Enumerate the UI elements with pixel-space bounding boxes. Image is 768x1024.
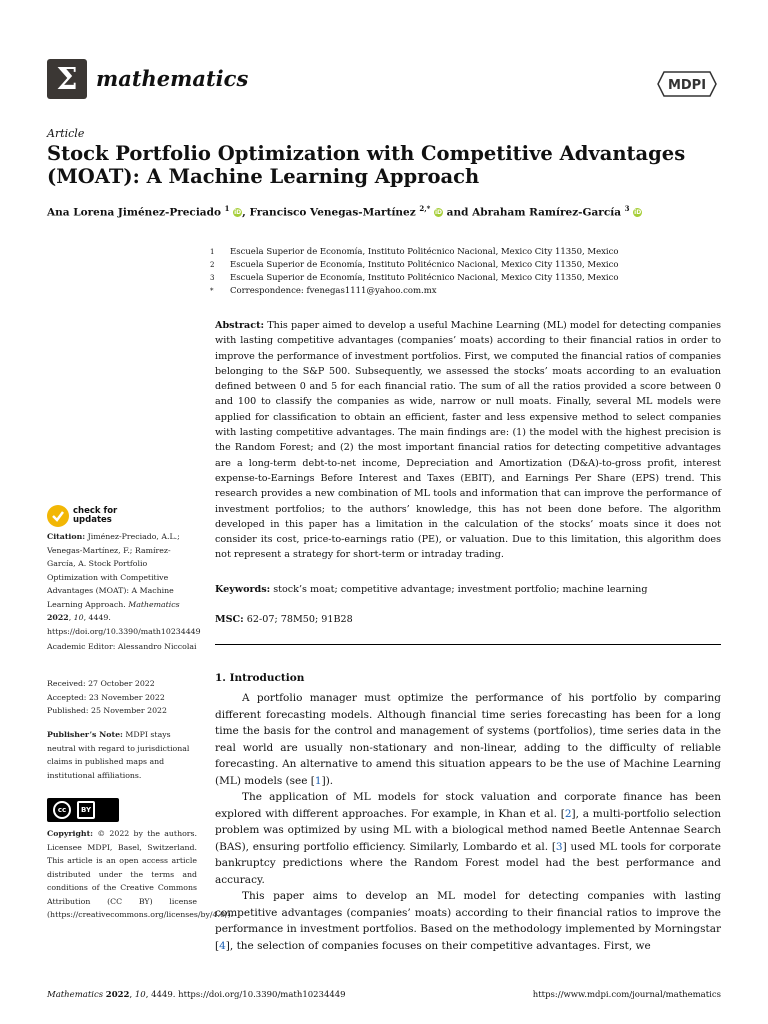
msc-text: 62-07; 78M50; 91B28	[246, 614, 353, 625]
orcid-icon[interactable]: iD	[234, 209, 242, 216]
author-2[interactable]: Francisco Venegas-Martínez	[249, 206, 416, 219]
affiliation-text: Escuela Superior de Economía, Instituto Politécnico Nacional, Mexico City 11350, Mexico	[230, 247, 619, 257]
text-run: A portfolio manager must optimize the performance of his portfolio by comparing different forecasting models. Although financial time series forecasting has been for a long time the basis for the control and management of systems (portfolios), time series data in the real world are usually non-stationary and non-linear, adding to the difficulty of reliable forecasting. An alternative to amend this situation appears to be the use of Machine Learning (ML) models (see [	[215, 692, 721, 787]
footer-citation: Mathematics 2022, 10, 4449. https://doi.org/10.3390/math10234449	[47, 990, 346, 1000]
footer-journal: Mathematics	[47, 990, 104, 1000]
keywords	[215, 584, 721, 595]
citation-text: Jiménez-Preciado, A.L.; Venegas-Martínez, F.; Ramírez-García, A. Stock Portfolio Optimization with Competitive Advantages (MOAT): A Machine Learning Approach.	[47, 532, 180, 609]
msc-label: MSC:	[215, 614, 244, 625]
sigma-logo: Σ	[56, 61, 78, 97]
affiliation-num: 3	[210, 274, 215, 282]
check-for-updates-badge[interactable]	[47, 504, 157, 528]
citation-doi[interactable]: , 4449. https://doi.org/10.3390/math10234449	[47, 613, 201, 636]
footer-year: 2022	[105, 990, 130, 1000]
intro-body	[215, 690, 721, 954]
publisher-note	[47, 728, 197, 782]
author-3-sup: 3	[624, 204, 630, 213]
text-run: ], a multi-portfolio selection problem was optimized by using ML with a biological method named Beetle Antennae Search (BAS), ensuring portfolio efficiency. Similarly, Lombardo et al. [	[215, 807, 721, 853]
text-run: ], the selection of companies focuses on their competitive advantages. First, we	[225, 939, 651, 952]
accepted-date: Accepted: 23 November 2022	[47, 692, 165, 702]
citation-link[interactable]: 1	[314, 774, 322, 787]
keywords-text: stock’s moat; competitive advantage; investment portfolio; machine learning	[273, 584, 648, 595]
affiliation	[210, 272, 730, 285]
text-run: ] used ML tools for corporate bankruptcy predictions where the Random Forest model had the best performance and accuracy.	[215, 840, 721, 886]
author-3[interactable]: and Abraham Ramírez-García	[446, 206, 622, 219]
affiliation-text: Escuela Superior de Economía, Instituto Politécnico Nacional, Mexico City 11350, Mexico	[230, 260, 619, 270]
academic-editor: Academic Editor: Alessandro Niccolai	[47, 642, 197, 651]
affiliations	[210, 246, 730, 298]
section-heading: 1. Introduction	[215, 672, 305, 684]
page-title: Stock Portfolio Optimization with Competitive Advantages (MOAT): A Machine Learning Approach	[47, 142, 686, 188]
abstract	[215, 318, 721, 563]
copyright	[47, 827, 234, 922]
citation-link[interactable]: 3	[555, 840, 563, 853]
abstract-text: This paper aimed to develop a useful Machine Learning (ML) model for detecting companies with lasting competitive advantages (companies’ moats) according to their financial ratios in order to improve the performance of investment portfolios. First, we computed the financial ratios of companies belonging to the S&P 500. Subsequently, we assessed the stocks’ moats according to an evaluation defined between 0 and 5 for each financial ratio. The sum of all the ratios provided a score between 0 and 100 to classify the companies as wide, narrow or null moats. Finally, several ML models were applied for classification to obtain an efficient, faster and less expensive method to select companies with lasting competitive advantages. The main findings are: (1) the model with the highest precision is the Random Forest; and (2) the most important financial ratios for detecting competitive advantages are a long-term debt-to-net income, Depreciation and Amortization (D&A)-to-gross profit, interest expense-to-Earnings Before Interest and Taxes (EBIT), and Earnings Per Share (EPS) trend. This research provides a new combination of ML tools and information that can improve the performance of investment portfolios; to the authors’ knowledge, this has not been done before. The algorithm developed in this paper has a limitation in the calculation of the stocks’ moats since it does not consider its cost, price-to-earnings ratio (PE), or valuation. Due to this limitation, this algorithm does not represent a strategy for short-term or intraday trading.	[215, 320, 721, 561]
check-updates-line1: check for	[73, 506, 118, 516]
keywords-label: Keywords:	[215, 584, 271, 595]
affiliation-num: *	[210, 287, 214, 295]
dates-block	[47, 677, 197, 718]
author-1[interactable]: Ana Lorena Jiménez-Preciado	[47, 206, 221, 219]
correspondence-text[interactable]: Correspondence: fvenegas1111@yahoo.com.mx	[230, 286, 437, 296]
publisher-note-text: MDPI stays neutral with regard to jurisdictional claims in published maps and institutional affiliations.	[47, 730, 190, 780]
affiliation	[210, 259, 730, 272]
abstract-label: Abstract:	[215, 320, 265, 331]
check-updates-icon	[47, 505, 69, 527]
orcid-icon[interactable]: iD	[434, 209, 443, 216]
orcid-icon[interactable]: iD	[634, 209, 642, 216]
check-updates-label	[73, 507, 117, 525]
paragraph	[215, 690, 721, 789]
text-run: The application of ML models for stock valuation and corporate finance has been explored with different approaches. For example, in Khan et al. [	[215, 791, 721, 820]
copyright-label: Copyright:	[47, 829, 94, 838]
text-run: ]).	[321, 774, 334, 787]
citation-label: Citation:	[47, 532, 86, 541]
citation-volume: 10	[73, 613, 84, 622]
author-list: Ana Lorena Jiménez-Preciado $^1$ iD, Francisco Venegas-Martínez $^{2,*}$ iD and Abraham Ramírez-García $^3$ iD	[47, 204, 642, 219]
received-date: Received: 27 October 2022	[47, 679, 155, 688]
text-run: This paper aims to develop an ML model for detecting companies with lasting competitive advantages (companies’ moats) according to their financial ratios to improve the performance in investment portfolios. Based on the methodology implemented by Morningstar [	[215, 890, 721, 952]
journal-logo	[47, 59, 87, 99]
citation-link[interactable]: 4	[219, 939, 226, 952]
cc-icon: cc	[53, 801, 71, 819]
citation-block: Citation: Jiménez-Preciado, A.L.; Venegas-Martínez, F.; Ramírez-García, A. Stock Portfolio Optimization with Competitive Advantages (MOAT): A Machine Learning Approach. Mathematics 2022, 10, 4449. https://doi.org/10.3390/math10234449	[47, 532, 201, 636]
author-2-sup: 2,*	[419, 204, 431, 213]
author-1-sup: 1	[224, 204, 230, 213]
check-updates-line2: updates	[73, 515, 112, 525]
paragraph	[215, 888, 721, 954]
footer-volume: 10	[134, 990, 146, 1000]
published-date: Published: 25 November 2022	[47, 706, 167, 715]
article-type: Article	[47, 127, 85, 140]
citation-year: 2022	[47, 613, 69, 622]
copyright-text: © 2022 by the authors. Licensee MDPI, Basel, Switzerland. This article is an open access article distributed under the terms and conditions of the Creative Commons Attribution (CC BY) license (https://creativecommons.org/licenses/by/4.0/).	[47, 829, 234, 919]
affiliation-num: 2	[210, 261, 215, 269]
cc-by-license-badge[interactable]	[47, 798, 119, 822]
affiliation-num: 1	[210, 248, 215, 256]
by-icon: BY	[77, 801, 95, 819]
footer-journal-url[interactable]: https://www.mdpi.com/journal/mathematics	[532, 990, 721, 1000]
publisher-note-label: Publisher’s Note:	[47, 730, 123, 739]
affiliation	[210, 246, 730, 259]
affiliation-text: Escuela Superior de Economía, Instituto Politécnico Nacional, Mexico City 11350, Mexico	[230, 273, 619, 283]
footer-doi[interactable]: , 4449. https://doi.org/10.3390/math10234449	[145, 990, 346, 1000]
citation-link[interactable]: 2	[564, 807, 572, 820]
citation-journal: Mathematics	[128, 599, 180, 609]
paragraph	[215, 789, 721, 888]
msc	[215, 614, 721, 625]
correspondence	[210, 285, 730, 298]
mdpi-logo-text: MDPI	[667, 78, 707, 93]
mdpi-logo	[656, 70, 718, 98]
divider	[215, 644, 721, 645]
journal-name: mathematics	[96, 66, 249, 91]
